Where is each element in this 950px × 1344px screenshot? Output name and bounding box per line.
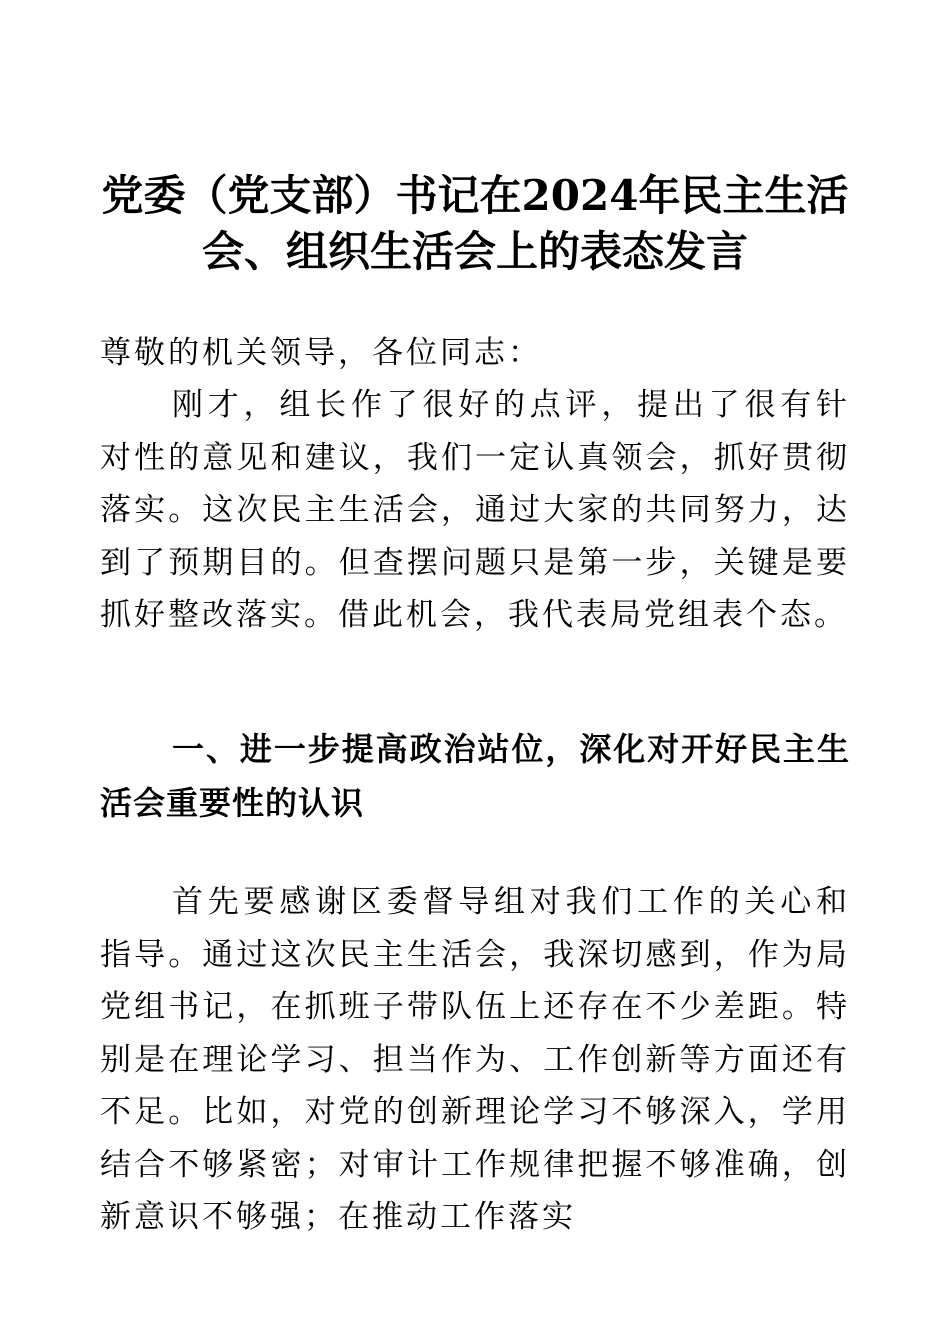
body-paragraph: 首先要感谢区委督导组对我们工作的关心和指导。通过这次民主生活会，我深切感到，作为局党组书记，在抓班子带队伍上还存在不少差距。特别是在理论学习、担当作为、工作创新等方面还有不足。比如，对党的创新理论学习不够深入，学用结合不够紧密；对审计工作规律把握不够准确，创新意识不够强；在推动工作落实 bbox=[100, 884, 850, 1235]
salutation: 尊敬的机关领导，各位同志： bbox=[100, 335, 542, 371]
document-title: 党委（党支部）书记在2024年民主生活会、组织生活会上的表态发言 bbox=[101, 171, 849, 276]
opening-paragraph: 刚才，组长作了很好的点评，提出了很有针对性的意见和建议，我们一定认真领会，抓好贯彻落实。这次民主生活会，通过大家的共同努力，达到了预期目的。但查摆问题只是第一步，关键是要抓好整改落实。借此机会，我代表局党组表个态。 bbox=[100, 387, 850, 633]
section-heading: 一、进一步提高政治站位，深化对开好民主生活会重要性的认识 bbox=[100, 730, 850, 822]
